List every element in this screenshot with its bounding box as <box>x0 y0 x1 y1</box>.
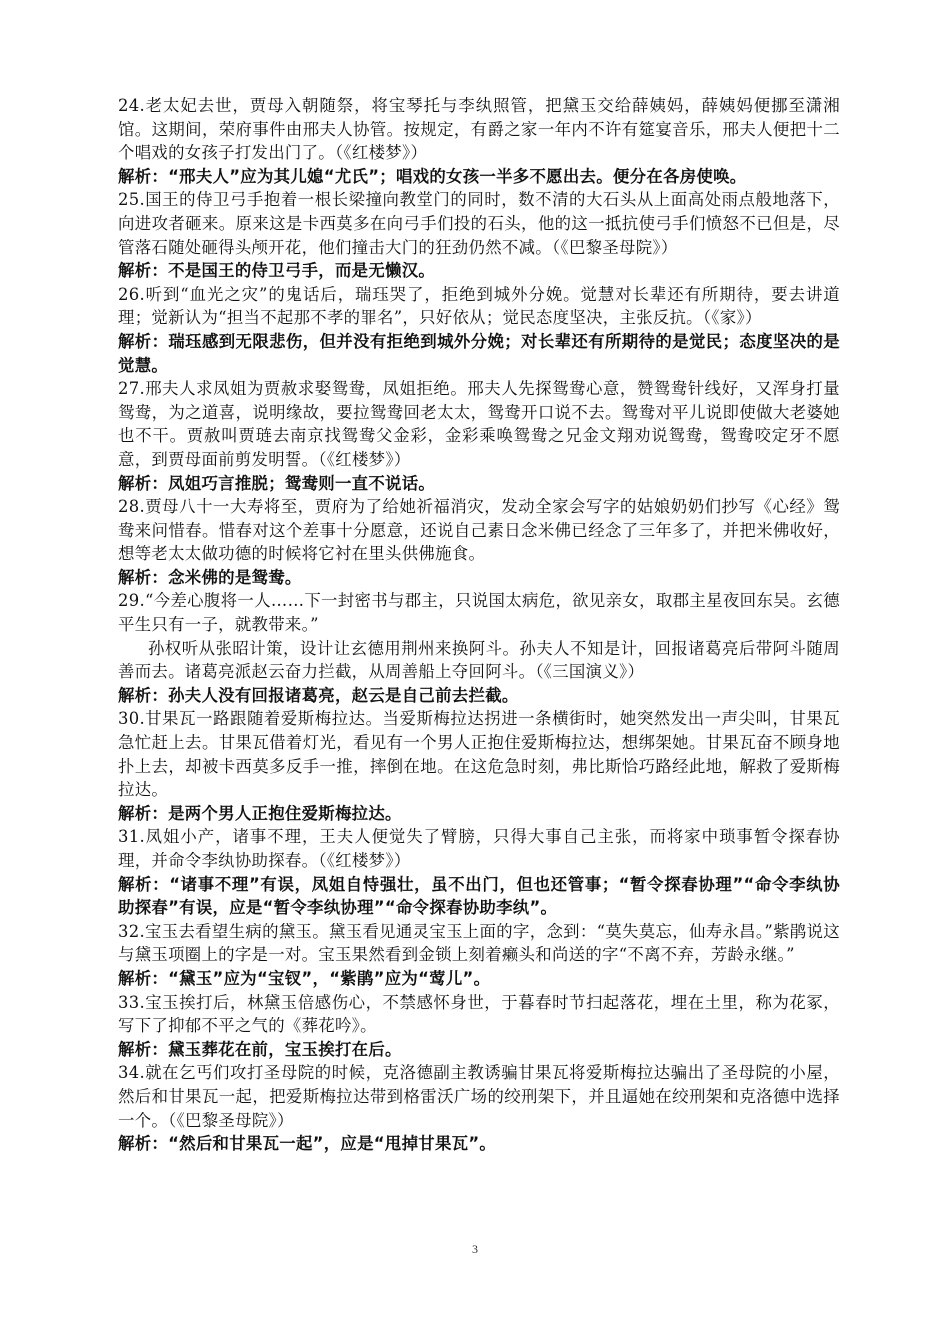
answer-analysis: 解析：瑞珏感到无限悲伤，但并没有拒绝到城外分娩；对长辈还有所期待的是觉民；态度坚决的是觉慧。 <box>118 331 840 375</box>
answer-analysis: 解析：念米佛的是鸳鸯。 <box>118 567 302 587</box>
question-item <box>118 920 840 991</box>
question-text: 27.邢夫人求凤姐为贾赦求娶鸳鸯，凤姐拒绝。邢夫人先探鸳鸯心意，赞鸳鸯针线好，又浑身打量鸳鸯，为之道喜，说明缘故，要拉鸳鸯回老太太，鸳鸯开口说不去。鸳鸯对平儿说即使做大老婆她也不干。贾赦叫贾琏去南京找鸳鸯父金彩，金彩乘唤鸳鸯之兄金文翔劝说鸳鸯，鸳鸯咬定牙不愿意，到贾母面前剪发明誓。（《红楼梦》） <box>118 379 840 469</box>
question-text: 24.老太妃去世，贾母入朝随祭，将宝琴托与李纨照管，把黛玉交给薛姨妈，薛姨妈便挪至潇湘馆。这期间，荣府事件由邢夫人协管。按规定，有爵之家一年内不许有筵宴音乐，邢夫人便把十二个唱戏的女孩子打发出门了。（《红楼梦》） <box>118 96 840 163</box>
question-text: 31.凤姐小产，诸事不理，王夫人便觉失了臂膀，只得大事自己主张，而将家中琐事暂令探春协理，并命令李纨协助探春。（《红楼梦》） <box>118 827 840 870</box>
question-item <box>118 377 840 495</box>
answer-analysis: 解析：“黛玉”应为“宝钗”，“紫鹃”应为“莺儿”。 <box>118 968 491 988</box>
question-item <box>118 1061 840 1155</box>
question-text: 32.宝玉去看望生病的黛玉。黛玉看见通灵宝玉上面的字，念到：“莫失莫忘，仙寿永昌。”紫鹃说这与黛玉项圈上的字是一对。宝玉果然看到金锁上刻着癞头和尚送的字“不离不弃，芳龄永继。” <box>118 921 840 965</box>
answer-analysis: 解析：“邢夫人”应为其儿媳“尤氏”；唱戏的女孩一半多不愿出去。便分在各房使唤。 <box>118 166 747 186</box>
question-item <box>118 825 840 919</box>
answer-analysis: 解析：不是国王的侍卫弓手，而是无懒汉。 <box>118 261 436 281</box>
question-text-continued: 孙权听从张昭计策，设计让玄德用荆州来换阿斗。孙夫人不知是计，回报诸葛亮后带阿斗随周善而去。诸葛亮派赵云奋力拦截，从周善船上夺回阿斗。（《三国演义》） <box>118 638 840 682</box>
answer-analysis: 解析：孙夫人没有回报诸葛亮，赵云是自己前去拦截。 <box>118 685 519 705</box>
question-item <box>118 188 840 282</box>
answer-analysis: 解析：“诸事不理”有误，凤姐自恃强壮，虽不出门，但也还管事；“暂令探春协理”“命令李纨协助探春”有误，应是“暂令李纨协理”“命令探春协助李纨”。 <box>118 874 840 918</box>
question-text: 25.国王的侍卫弓手抱着一根长梁撞向教堂门的同时，数不清的大石头从上面高处雨点般地落下，向进攻者砸来。原来这是卡西莫多在向弓手们投的石头，他的这一抵抗使弓手们愤怒不已但是，尽管落石随处砸得头颅开花，他们撞击大门的狂劲仍然不减。（《巴黎圣母院》） <box>118 190 840 257</box>
answer-analysis: 解析：“然后和甘果瓦一起”，应是“甩掉甘果瓦”。 <box>118 1134 497 1154</box>
answer-analysis: 解析：是两个男人正抱住爱斯梅拉达。 <box>118 803 402 823</box>
question-text: 26.听到“血光之灾”的鬼话后，瑞珏哭了，拒绝到城外分娩。觉慧对长辈还有所期待，要去讲道理；觉新认为“担当不起那不孝的罪名”，只好依从；觉民态度坚决，主张反抗。（《家》） <box>118 284 840 328</box>
question-text: 28.贾母八十一大寿将至，贾府为了给她祈福消灾，发动全家会写字的姑娘奶奶们抄写《心经》鸳鸯来问惜春。惜春对这个差事十分愿意，还说自己素日念米佛已经念了三年多了，并把米佛收好，想等老太太做功德的时候将它衬在里头供佛施食。 <box>118 497 840 564</box>
question-text: 29.“今差心腹将一人……下一封密书与郡主，只说国太病危，欲见亲女，取郡主星夜回东吴。玄德平生只有一子，就教带来。” <box>118 591 840 635</box>
question-item <box>118 283 840 377</box>
question-item <box>118 991 840 1062</box>
question-item <box>118 94 840 188</box>
answer-analysis: 解析：黛玉葬花在前，宝玉挨打在后。 <box>118 1039 402 1059</box>
question-item <box>118 589 840 707</box>
question-item <box>118 495 840 589</box>
question-text: 33.宝玉挨打后，林黛玉倍感伤心，不禁感怀身世，于暮春时节扫起落花，埋在土里，称为花冢，写下了抑郁不平之气的《葬花吟》。 <box>118 992 840 1036</box>
question-text: 30.甘果瓦一路跟随着爱斯梅拉达。当爱斯梅拉达拐进一条横街时，她突然发出一声尖叫，甘果瓦急忙赶上去。甘果瓦借着灯光，看见有一个男人正抱住爱斯梅拉达，想绑架她。甘果瓦奋不顾身地扑上去，却被卡西莫多反手一推，摔倒在地。在这危急时刻，弗比斯恰巧路经此地，解救了爱斯梅拉达。 <box>118 709 840 800</box>
question-text: 34.就在乞丐们攻打圣母院的时候，克洛德副主教诱骗甘果瓦将爱斯梅拉达骗出了圣母院的小屋，然后和甘果瓦一起，把爱斯梅拉达带到格雷沃广场的绞刑架下，并且逼她在绞刑架和克洛德中选择一个。（《巴黎圣母院》） <box>118 1063 840 1130</box>
page-number: 3 <box>472 1242 478 1256</box>
question-item <box>118 707 840 825</box>
answer-analysis: 解析：凤姐巧言推脱；鸳鸯则一直不说话。 <box>118 473 436 493</box>
document-body <box>118 94 840 1156</box>
